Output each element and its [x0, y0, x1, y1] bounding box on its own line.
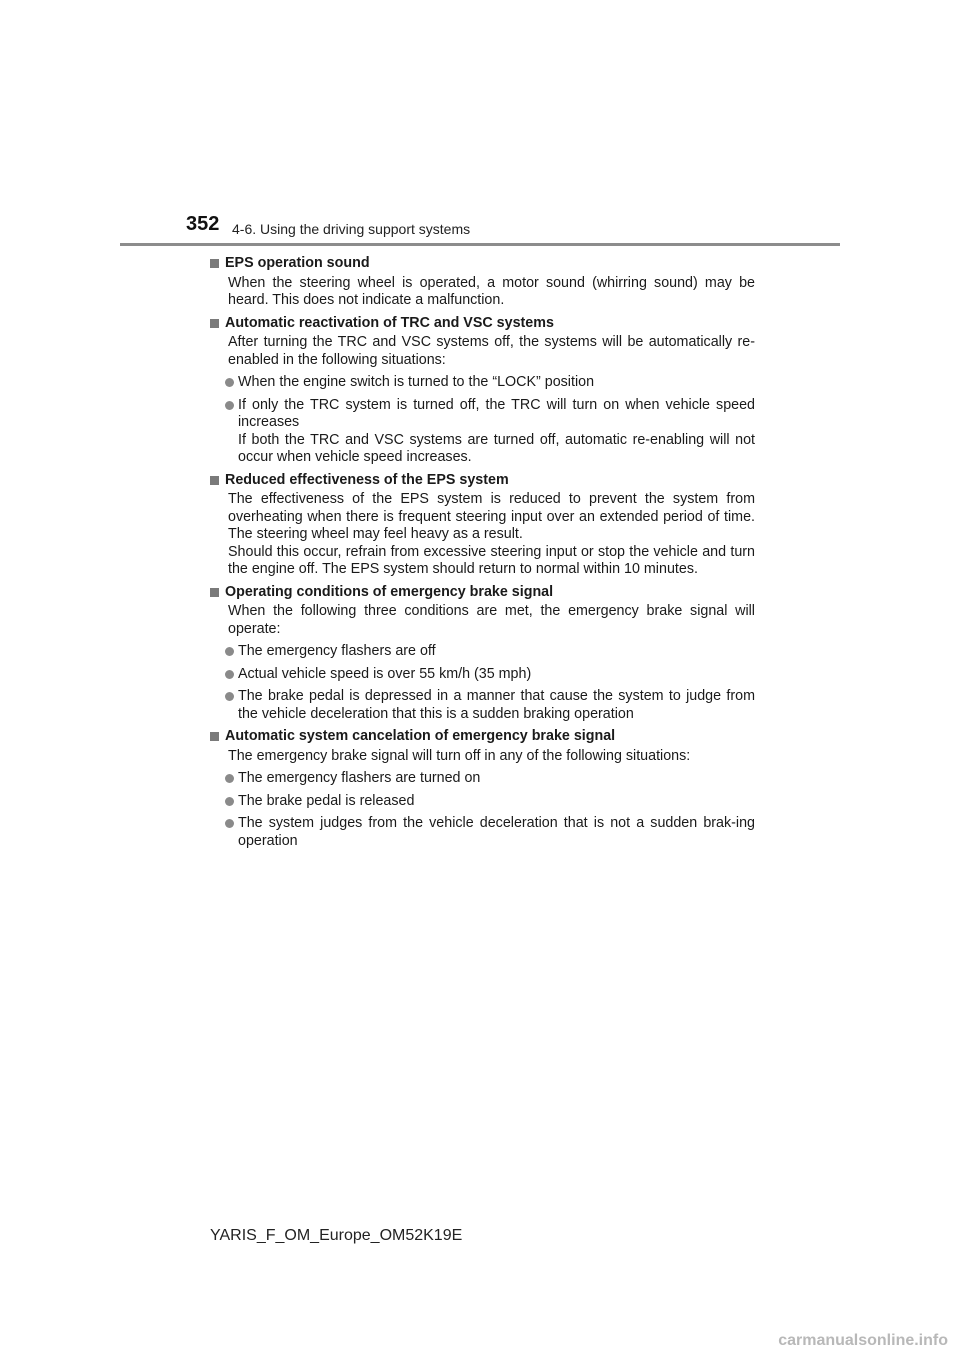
bullet-text: The brake pedal is depressed in a manner that cause the system to judge from the vehicle deceleration that this is a sudden braking operation	[238, 688, 755, 722]
bullet-text: The system judges from the vehicle deceleration that is not a sudden brak-ing operation	[238, 815, 755, 849]
bullet-item	[210, 397, 755, 467]
page-number: 352	[186, 213, 220, 235]
section-heading	[210, 728, 755, 746]
body-paragraph: The effectiveness of the EPS system is reduced to prevent the system from overheating when there is frequent steering input over an extended period of time. The steering wheel may feel heavy as a result. Should this occur, refrain from excessive steering input or stop the vehicle and turn the engine off. The EPS system should return to normal within 10 minutes.	[228, 491, 755, 577]
bullet-item	[210, 374, 755, 392]
circle-bullet-icon	[225, 774, 234, 783]
bullet-item	[210, 770, 755, 788]
bullet-text: When the engine switch is turned to the “LOCK” position	[238, 374, 595, 390]
square-bullet-icon	[210, 588, 219, 597]
square-bullet-icon	[210, 319, 219, 328]
section-heading-text: Automatic system cancelation of emergency brake signal	[225, 728, 616, 744]
header-divider	[120, 243, 840, 246]
circle-bullet-icon	[225, 670, 234, 679]
body-paragraph: When the steering wheel is operated, a motor sound (whirring sound) may be heard. This does not indicate a malfunction.	[228, 274, 755, 308]
bullet-item	[210, 688, 755, 723]
manual-content	[210, 255, 755, 855]
bullet-text: The brake pedal is released	[238, 792, 415, 809]
bullet-text: Actual vehicle speed is over 55 km/h (35 mph)	[238, 665, 532, 682]
content-section	[210, 315, 755, 467]
section-heading-text: Reduced effectiveness of the EPS system	[225, 471, 509, 488]
content-section	[210, 472, 755, 579]
section-heading-text: EPS operation sound	[225, 255, 370, 271]
square-bullet-icon	[210, 259, 219, 268]
body-paragraph: When the following three conditions are met, the emergency brake signal will operate:	[228, 603, 755, 637]
bullet-item	[210, 643, 755, 661]
circle-bullet-icon	[225, 378, 234, 387]
body-paragraph: The emergency brake signal will turn off in any of the following situations:	[228, 747, 691, 764]
section-heading	[210, 584, 755, 602]
section-title: 4-6. Using the driving support systems	[232, 221, 471, 237]
watermark: carmanualsonline.info	[778, 1332, 948, 1349]
circle-bullet-icon	[225, 797, 234, 806]
bullet-text: If only the TRC system is turned off, the TRC will turn on when vehicle speed increases If both the TRC and VSC systems are turned off, automatic re-enabling will not occur when vehicle speed increases.	[238, 396, 755, 465]
document-code: YARIS_F_OM_Europe_OM52K19E	[210, 1227, 463, 1244]
bullet-item	[210, 793, 755, 811]
content-section	[210, 584, 755, 724]
bullet-text: The emergency flashers are off	[238, 643, 436, 659]
bullet-item	[210, 815, 755, 850]
circle-bullet-icon	[225, 647, 234, 656]
content-section	[210, 255, 755, 310]
content-section	[210, 728, 755, 850]
section-heading-text: Operating conditions of emergency brake signal	[225, 583, 554, 600]
section-heading	[210, 472, 755, 490]
body-paragraph: After turning the TRC and VSC systems off, the systems will be automatically re-enabled in the following situations:	[228, 334, 755, 368]
square-bullet-icon	[210, 476, 219, 485]
circle-bullet-icon	[225, 401, 234, 410]
circle-bullet-icon	[225, 819, 234, 828]
bullet-item	[210, 666, 755, 684]
bullet-text: The emergency flashers are turned on	[238, 770, 481, 786]
circle-bullet-icon	[225, 692, 234, 701]
section-heading	[210, 255, 755, 273]
page-header	[0, 0, 960, 250]
section-heading	[210, 315, 755, 333]
square-bullet-icon	[210, 732, 219, 741]
section-heading-text: Automatic reactivation of TRC and VSC systems	[225, 314, 554, 331]
